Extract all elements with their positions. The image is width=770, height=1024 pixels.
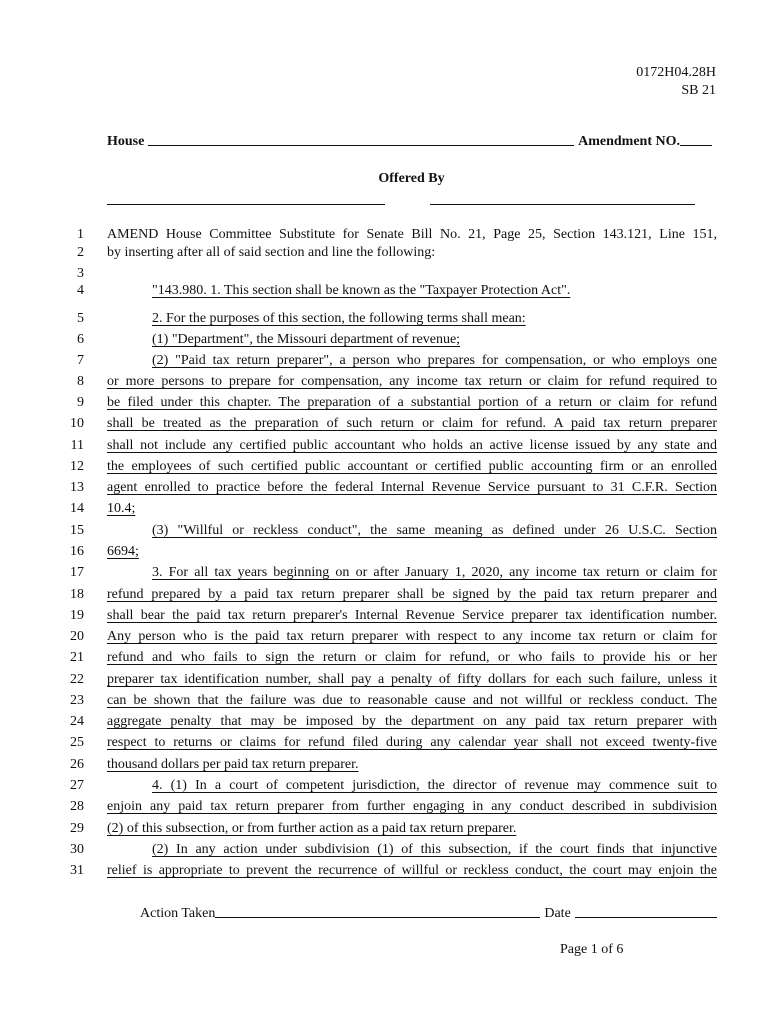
line-number: 20 <box>70 629 84 644</box>
action-taken-label: Action Taken <box>140 906 216 921</box>
line-text: (2) of this subsection, or from further action as a paid tax return preparer. <box>107 821 517 836</box>
line-number: 24 <box>70 714 84 729</box>
house-line <box>107 134 712 150</box>
document-id: 0172H04.28H <box>636 65 716 80</box>
line-text: relief is appropriate to prevent the recurrence of willful or reckless conduct, the court may enjoin the <box>107 863 717 878</box>
line-number: 13 <box>70 480 84 495</box>
line-text: (2) In any action under subdivision (1) of this subsection, if the court finds that injunctive <box>152 842 717 857</box>
sponsor-signature-line-2 <box>430 204 695 205</box>
line-number: 1 <box>77 227 84 242</box>
line-text: by inserting after all of said section and line the following: <box>107 245 436 260</box>
line-number: 29 <box>70 821 84 836</box>
house-blank <box>148 144 574 146</box>
line-text: refund and who fails to sign the return or claim for refund, or who fails to provide his or her <box>107 650 717 665</box>
line-number: 8 <box>77 374 84 389</box>
line-number: 26 <box>70 757 84 772</box>
line-text: enjoin any paid tax return preparer from further engaging in any conduct described in subdivision <box>107 799 717 814</box>
document-id-block <box>636 64 716 100</box>
line-text: 2. For the purposes of this section, the following terms shall mean: <box>152 311 526 326</box>
date-blank <box>575 916 717 918</box>
line-number: 7 <box>77 353 84 368</box>
line-text: be filed under this chapter. The preparation of a substantial portion of a return or claim for refund <box>107 395 717 410</box>
line-number: 17 <box>70 565 84 580</box>
amendment-number-blank <box>680 144 712 146</box>
line-number: 5 <box>77 311 84 326</box>
bill-number: SB 21 <box>681 83 716 98</box>
line-number: 11 <box>70 438 84 453</box>
line-text: (1) "Department", the Missouri department of revenue; <box>152 332 461 347</box>
line-number: 23 <box>70 693 84 708</box>
line-number: 6 <box>77 332 84 347</box>
line-number: 12 <box>70 459 84 474</box>
line-text: 4. (1) In a court of competent jurisdiction, the director of revenue may commence suit to <box>152 778 717 793</box>
footer-action-line <box>140 906 717 922</box>
line-text: "143.980. 1. This section shall be known as the "Taxpayer Protection Act". <box>152 283 571 298</box>
line-text: thousand dollars per paid tax return preparer. <box>107 757 359 772</box>
line-number: 9 <box>77 395 84 410</box>
action-taken-blank <box>215 916 540 918</box>
line-text: 10.4; <box>107 501 136 516</box>
date-label: Date <box>544 906 571 921</box>
line-number: 21 <box>70 650 84 665</box>
line-text: (3) "Willful or reckless conduct", the same meaning as defined under 26 U.S.C. Section <box>152 523 717 538</box>
line-text: Any person who is the paid tax return preparer with respect to any income tax return or claim for <box>107 629 717 644</box>
page-number: Page 1 of 6 <box>560 942 624 957</box>
sponsor-signature-line-1 <box>107 204 385 205</box>
line-text: or more persons to prepare for compensation, any income tax return or claim for refund required to <box>107 374 717 389</box>
line-text: preparer tax identification number, shall pay a penalty of fifty dollars for each such failure, unless it <box>107 672 717 687</box>
line-text: shall not include any certified public accountant who holds an active license issued by any state and <box>107 438 717 453</box>
line-number: 16 <box>70 544 84 559</box>
line-text: refund prepared by a paid tax return preparer shall be signed by the paid tax return preparer and <box>107 587 717 602</box>
line-text: the employees of such certified public accountant or certified public accounting firm or an enrolled <box>107 459 717 474</box>
line-text: 6694; <box>107 544 139 559</box>
line-text: shall be treated as the preparation of such return or claim for refund. A paid tax return preparer <box>107 416 717 431</box>
line-number: 4 <box>77 283 84 298</box>
line-text: 3. For all tax years beginning on or after January 1, 2020, any income tax return or claim for <box>152 565 717 580</box>
line-text: can be shown that the failure was due to reasonable cause and not willful or reckless conduct. The <box>107 693 717 708</box>
line-number: 18 <box>70 587 84 602</box>
line-number: 19 <box>70 608 84 623</box>
line-number: 2 <box>77 245 84 260</box>
line-number: 28 <box>70 799 84 814</box>
line-number: 22 <box>70 672 84 687</box>
amendment-label: Amendment NO. <box>578 134 680 149</box>
line-number: 14 <box>70 501 84 516</box>
line-number: 25 <box>70 735 84 750</box>
offered-by: Offered By <box>378 171 445 186</box>
line-number: 30 <box>70 842 84 857</box>
line-text: AMEND House Committee Substitute for Senate Bill No. 21, Page 25, Section 143.121, Line 151, <box>107 227 717 242</box>
line-number: 31 <box>70 863 84 878</box>
line-number: 27 <box>70 778 84 793</box>
line-text: respect to returns or claims for refund filed during any calendar year shall not exceed twenty-five <box>107 735 717 750</box>
line-number: 3 <box>77 266 84 281</box>
line-text: agent enrolled to practice before the federal Internal Revenue Service pursuant to 31 C.F.R. Section <box>107 480 717 495</box>
line-number: 15 <box>70 523 84 538</box>
line-number: 10 <box>70 416 84 431</box>
line-text: (2) "Paid tax return preparer", a person who prepares for compensation, or who employs one <box>152 353 717 368</box>
line-text: shall bear the paid tax return preparer's Internal Revenue Service preparer tax identification number. <box>107 608 717 623</box>
line-text: aggregate penalty that may be imposed by the department on any paid tax return preparer with <box>107 714 717 729</box>
house-label: House <box>107 134 145 149</box>
